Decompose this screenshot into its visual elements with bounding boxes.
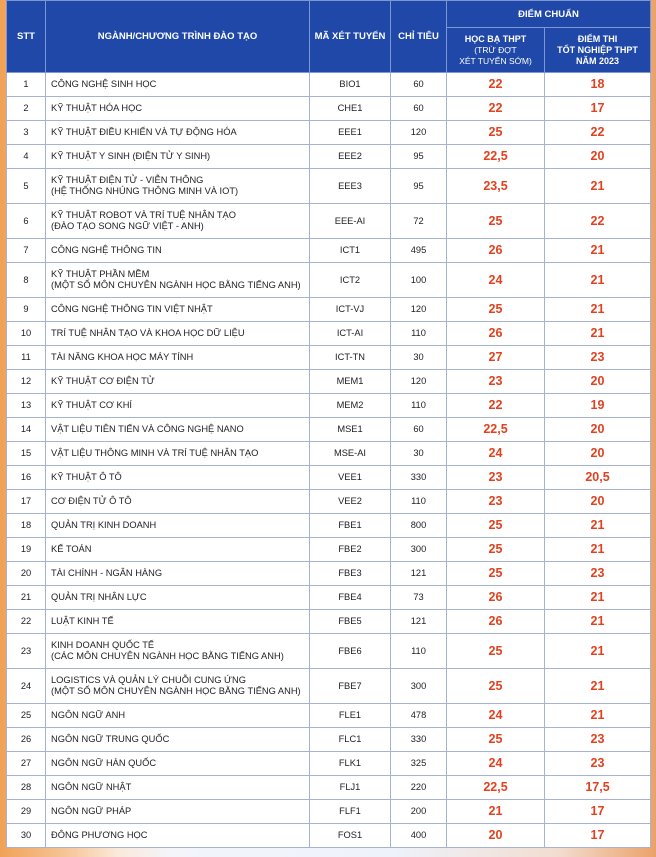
cell-program-name [46,204,310,239]
cell-score-exam: 21 [545,669,651,704]
program-name-subline: (CÁC MÔN CHUYÊN NGÀNH HỌC BẰNG TIẾNG ANH) [51,651,284,661]
cell-score-transcript: 22,5 [447,418,545,442]
cell-stt: 19 [7,538,46,562]
cell-score-transcript: 23 [447,370,545,394]
header-stt: STT [7,1,46,73]
cell-quota: 495 [391,239,447,263]
header-exam-title-1: ĐIỂM THI [577,33,618,44]
cell-code: ICT2 [310,263,391,298]
cell-stt: 30 [7,824,46,848]
admission-score-table-wrapper [6,0,650,848]
program-name-subline: (MỘT SỐ MÔN CHUYÊN NGÀNH HỌC BẰNG TIẾNG ANH) [51,280,301,290]
table-row [7,704,651,728]
cell-score-exam: 20,5 [545,466,651,490]
cell-quota: 120 [391,298,447,322]
cell-quota: 800 [391,514,447,538]
cell-code: ICT-AI [310,322,391,346]
table-row [7,824,651,848]
cell-quota: 60 [391,97,447,121]
cell-score-transcript: 20 [447,824,545,848]
cell-program-name [46,514,310,538]
cell-score-transcript: 22,5 [447,776,545,800]
cell-program-name [46,610,310,634]
cell-program-name [46,752,310,776]
cell-quota: 60 [391,73,447,97]
cell-program-name [46,169,310,204]
cell-score-transcript: 26 [447,586,545,610]
cell-program-name [46,346,310,370]
table-row [7,418,651,442]
cell-score-exam: 19 [545,394,651,418]
cell-code: ICT1 [310,239,391,263]
program-name-line: NGÔN NGỮ HÀN QUỐC [51,758,157,768]
cell-code: MEM2 [310,394,391,418]
cell-score-transcript: 22,5 [447,145,545,169]
cell-score-exam: 21 [545,263,651,298]
cell-stt: 27 [7,752,46,776]
cell-code: FLJ1 [310,776,391,800]
cell-program-name [46,776,310,800]
cell-code: FLC1 [310,728,391,752]
table-row [7,169,651,204]
cell-quota: 330 [391,728,447,752]
header-code: MÃ XÉT TUYỂN [310,1,391,73]
table-row [7,97,651,121]
admission-score-table [6,0,651,848]
cell-stt: 3 [7,121,46,145]
cell-stt: 13 [7,394,46,418]
cell-score-exam: 20 [545,145,651,169]
cell-score-exam: 23 [545,346,651,370]
cell-program-name [46,322,310,346]
header-scores-group: ĐIỂM CHUẨN [447,1,651,28]
cell-code: FBE3 [310,562,391,586]
cell-program-name [46,490,310,514]
table-row [7,370,651,394]
program-name-line: QUẢN TRỊ KINH DOANH [51,520,157,530]
cell-quota: 200 [391,800,447,824]
cell-score-exam: 17,5 [545,776,651,800]
table-row [7,490,651,514]
cell-score-transcript: 25 [447,538,545,562]
cell-score-exam: 20 [545,418,651,442]
cell-stt: 17 [7,490,46,514]
header-transcript-note-1: (TRỪ ĐỢT [474,44,517,55]
cell-score-exam: 18 [545,73,651,97]
cell-code: ICT-TN [310,346,391,370]
cell-score-transcript: 26 [447,239,545,263]
cell-score-exam: 23 [545,752,651,776]
cell-code: EEE-AI [310,204,391,239]
cell-program-name [46,634,310,669]
cell-score-transcript: 25 [447,514,545,538]
cell-code: FBE2 [310,538,391,562]
cell-code: FLK1 [310,752,391,776]
cell-quota: 121 [391,610,447,634]
table-row [7,562,651,586]
cell-program-name [46,73,310,97]
cell-program-name [46,145,310,169]
cell-score-exam: 22 [545,121,651,145]
program-name-line: CÔNG NGHỆ SINH HỌC [51,79,157,89]
program-name-subline: (ĐÀO TẠO SONG NGỮ VIỆT - ANH) [51,221,204,231]
cell-stt: 26 [7,728,46,752]
cell-code: MSE-AI [310,442,391,466]
cell-code: EEE1 [310,121,391,145]
cell-code: FLF1 [310,800,391,824]
cell-quota: 121 [391,562,447,586]
table-row [7,442,651,466]
table-row [7,634,651,669]
cell-score-transcript: 25 [447,669,545,704]
cell-quota: 100 [391,263,447,298]
cell-code: FLE1 [310,704,391,728]
cell-stt: 2 [7,97,46,121]
cell-quota: 110 [391,634,447,669]
table-row [7,298,651,322]
program-name-line: TRÍ TUỆ NHÂN TẠO VÀ KHOA HỌC DỮ LIỆU [51,328,245,338]
cell-score-transcript: 24 [447,442,545,466]
header-exam-title-2: TỐT NGHIỆP THPT [557,44,638,55]
table-row [7,346,651,370]
cell-score-transcript: 22 [447,394,545,418]
cell-stt: 8 [7,263,46,298]
program-name-line: QUẢN TRỊ NHÂN LỰC [51,592,147,602]
program-name-line: KINH DOANH QUỐC TẾ [51,640,155,650]
cell-score-transcript: 23,5 [447,169,545,204]
cell-code: ICT-VJ [310,298,391,322]
cell-score-transcript: 22 [447,73,545,97]
cell-stt: 15 [7,442,46,466]
cell-stt: 6 [7,204,46,239]
program-name-line: ĐÔNG PHƯƠNG HỌC [51,830,148,840]
cell-code: FBE5 [310,610,391,634]
cell-code: BIO1 [310,73,391,97]
program-name-subline: (HỆ THỐNG NHÚNG THÔNG MINH VÀ IOT) [51,186,239,196]
cell-stt: 16 [7,466,46,490]
cell-program-name [46,239,310,263]
cell-score-exam: 17 [545,824,651,848]
program-name-line: CƠ ĐIỆN TỬ Ô TÔ [51,496,132,506]
cell-stt: 7 [7,239,46,263]
table-row [7,322,651,346]
cell-stt: 21 [7,586,46,610]
cell-program-name [46,298,310,322]
cell-code: VEE1 [310,466,391,490]
cell-stt: 5 [7,169,46,204]
program-name-line: KỸ THUẬT Y SINH (ĐIỆN TỬ Y SINH) [51,151,211,161]
cell-code: FBE4 [310,586,391,610]
program-name-line: VẬT LIỆU TIÊN TIẾN VÀ CÔNG NGHỆ NANO [51,424,244,434]
cell-program-name [46,394,310,418]
cell-code: MSE1 [310,418,391,442]
cell-stt: 22 [7,610,46,634]
cell-quota: 30 [391,346,447,370]
cell-stt: 25 [7,704,46,728]
cell-program-name [46,669,310,704]
cell-quota: 73 [391,586,447,610]
program-name-line: KỸ THUẬT ĐIỆN TỬ - VIỄN THÔNG [51,175,204,185]
cell-stt: 20 [7,562,46,586]
program-name-line: KỸ THUẬT Ô TÔ [51,472,122,482]
cell-score-exam: 21 [545,634,651,669]
cell-stt: 12 [7,370,46,394]
cell-quota: 220 [391,776,447,800]
table-row [7,466,651,490]
table-row [7,610,651,634]
cell-program-name [46,418,310,442]
program-name-line: NGÔN NGỮ NHẬT [51,782,132,792]
cell-score-transcript: 25 [447,634,545,669]
cell-score-transcript: 21 [447,800,545,824]
cell-score-transcript: 25 [447,298,545,322]
table-row [7,394,651,418]
cell-stt: 29 [7,800,46,824]
cell-score-transcript: 23 [447,490,545,514]
program-name-line: KỸ THUẬT PHẦN MỀM [51,269,150,279]
program-name-line: LOGISTICS VÀ QUẢN LÝ CHUỖI CUNG ỨNG [51,675,246,685]
cell-score-exam: 17 [545,97,651,121]
program-name-line: VẬT LIỆU THÔNG MINH VÀ TRÍ TUỆ NHÂN TẠO [51,448,259,458]
table-row [7,776,651,800]
cell-code: FBE6 [310,634,391,669]
cell-program-name [46,121,310,145]
cell-score-transcript: 25 [447,121,545,145]
program-name-line: NGÔN NGỮ TRUNG QUỐC [51,734,170,744]
cell-score-exam: 21 [545,704,651,728]
table-row [7,514,651,538]
program-name-line: TÀI NĂNG KHOA HỌC MÁY TÍNH [51,352,194,362]
table-body [7,73,651,848]
cell-score-exam: 21 [545,586,651,610]
table-row [7,800,651,824]
cell-quota: 95 [391,145,447,169]
cell-quota: 400 [391,824,447,848]
program-name-line: KỸ THUẬT HÓA HỌC [51,103,143,113]
cell-stt: 1 [7,73,46,97]
cell-score-exam: 21 [545,239,651,263]
cell-program-name [46,466,310,490]
cell-score-transcript: 26 [447,322,545,346]
cell-score-transcript: 25 [447,562,545,586]
cell-quota: 95 [391,169,447,204]
header-exam [545,28,651,73]
cell-stt: 11 [7,346,46,370]
table-row [7,586,651,610]
cell-score-exam: 22 [545,204,651,239]
cell-score-transcript: 22 [447,97,545,121]
cell-score-exam: 17 [545,800,651,824]
cell-score-transcript: 26 [447,610,545,634]
cell-code: FBE1 [310,514,391,538]
cell-stt: 4 [7,145,46,169]
table-row [7,728,651,752]
program-name-line: TÀI CHÍNH - NGÂN HÀNG [51,568,163,578]
cell-score-exam: 23 [545,728,651,752]
program-name-line: LUẬT KINH TẾ [51,616,114,626]
cell-quota: 300 [391,669,447,704]
cell-stt: 28 [7,776,46,800]
program-name-line: KỸ THUẬT ĐIỀU KHIỂN VÀ TỰ ĐỘNG HÓA [51,127,237,137]
cell-quota: 110 [391,490,447,514]
cell-stt: 9 [7,298,46,322]
table-row [7,121,651,145]
cell-code: CHE1 [310,97,391,121]
header-quota: CHỈ TIÊU [391,1,447,73]
cell-program-name [46,704,310,728]
program-name-line: CÔNG NGHỆ THÔNG TIN [51,245,162,255]
cell-quota: 478 [391,704,447,728]
cell-score-exam: 20 [545,442,651,466]
header-row-top [7,1,651,28]
cell-stt: 18 [7,514,46,538]
program-name-subline: (MỘT SỐ MÔN CHUYÊN NGÀNH HỌC BẰNG TIẾNG ANH) [51,686,301,696]
cell-score-exam: 21 [545,538,651,562]
cell-program-name [46,728,310,752]
cell-code: MEM1 [310,370,391,394]
cell-code: EEE3 [310,169,391,204]
cell-score-exam: 21 [545,514,651,538]
cell-program-name [46,538,310,562]
cell-stt: 24 [7,669,46,704]
program-name-line: CÔNG NGHỆ THÔNG TIN VIỆT NHẬT [51,304,213,314]
cell-quota: 300 [391,538,447,562]
cell-stt: 23 [7,634,46,669]
cell-quota: 110 [391,394,447,418]
header-transcript-note-2: XÉT TUYỂN SỚM) [459,55,532,66]
cell-quota: 330 [391,466,447,490]
table-row [7,263,651,298]
cell-program-name [46,800,310,824]
program-name-line: KẾ TOÁN [51,544,92,554]
cell-program-name [46,562,310,586]
cell-score-exam: 20 [545,370,651,394]
cell-score-exam: 21 [545,610,651,634]
cell-program-name [46,586,310,610]
table-row [7,204,651,239]
cell-stt: 14 [7,418,46,442]
cell-program-name [46,97,310,121]
cell-quota: 325 [391,752,447,776]
table-row [7,73,651,97]
cell-score-exam: 21 [545,169,651,204]
cell-stt: 10 [7,322,46,346]
cell-quota: 60 [391,418,447,442]
cell-program-name [46,370,310,394]
header-program: NGÀNH/CHƯƠNG TRÌNH ĐÀO TẠO [46,1,310,73]
program-name-line: KỸ THUẬT CƠ KHÍ [51,400,132,410]
cell-quota: 72 [391,204,447,239]
cell-code: FBE7 [310,669,391,704]
cell-score-transcript: 25 [447,204,545,239]
cell-quota: 110 [391,322,447,346]
cell-program-name [46,442,310,466]
program-name-line: KỸ THUẬT ROBOT VÀ TRÍ TUỆ NHÂN TẠO [51,210,236,220]
program-name-line: NGÔN NGỮ ANH [51,710,126,720]
header-transcript [447,28,545,73]
table-row [7,145,651,169]
cell-code: VEE2 [310,490,391,514]
table-row [7,669,651,704]
cell-code: EEE2 [310,145,391,169]
program-name-line: KỸ THUẬT CƠ ĐIỆN TỬ [51,376,155,386]
cell-score-transcript: 24 [447,263,545,298]
cell-score-exam: 23 [545,562,651,586]
cell-score-transcript: 24 [447,752,545,776]
cell-quota: 120 [391,370,447,394]
cell-score-exam: 21 [545,322,651,346]
cell-code: FOS1 [310,824,391,848]
cell-score-transcript: 25 [447,728,545,752]
cell-score-transcript: 24 [447,704,545,728]
table-row [7,538,651,562]
cell-score-exam: 20 [545,490,651,514]
cell-score-exam: 21 [545,298,651,322]
program-name-line: NGÔN NGỮ PHÁP [51,806,132,816]
header-exam-title-3: NĂM 2023 [575,55,620,66]
header-transcript-title: HỌC BẠ THPT [464,33,527,44]
cell-program-name [46,824,310,848]
cell-score-transcript: 23 [447,466,545,490]
table-row [7,752,651,776]
cell-score-transcript: 27 [447,346,545,370]
table-row [7,239,651,263]
cell-quota: 120 [391,121,447,145]
cell-program-name [46,263,310,298]
cell-quota: 30 [391,442,447,466]
